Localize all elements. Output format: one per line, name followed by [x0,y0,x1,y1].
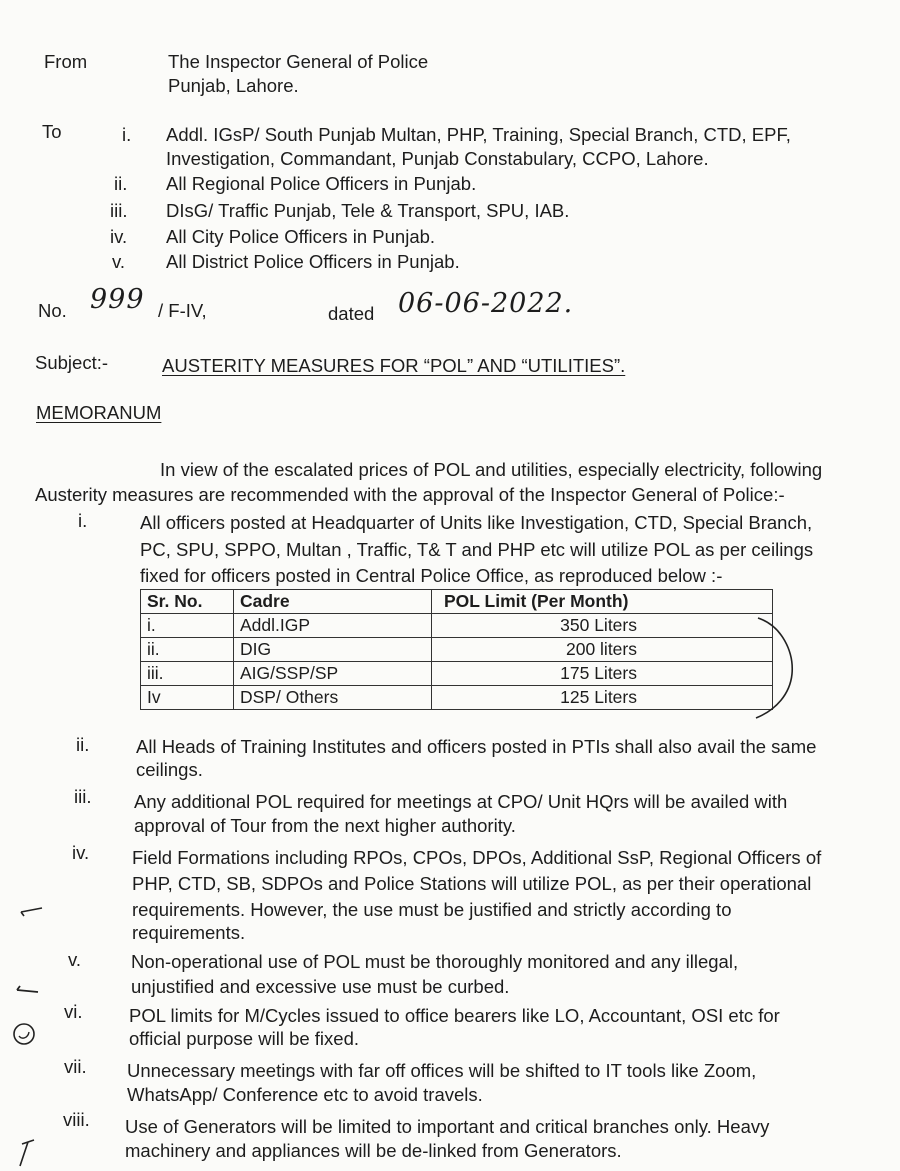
item-line: unjustified and excessive use must be curbed. [131,976,510,997]
item-line: official purpose will be fixed. [129,1028,360,1049]
column-header-pol-limit: POL Limit (Per Month) [432,590,773,614]
item-number: v. [68,949,82,970]
subject-label: Subject:- [35,352,109,373]
ref-number-handwritten: 999 [90,284,145,315]
table-row [141,662,773,686]
from-label: From [44,51,88,72]
margin-circle-mark [10,1020,40,1050]
cell-pol-limit: 200 liters [432,638,773,662]
intro-line-1: In view of the escalated prices of POL and utilities, especially electricity, following [160,459,823,480]
ref-no-label: No. [38,300,67,321]
cell-sr-no: Iv [141,686,234,710]
recipient-number: ii. [114,173,128,194]
recipient-line: All Regional Police Officers in Punjab. [166,173,477,194]
ref-suffix: / F-IV, [158,300,207,321]
dated-label: dated [328,303,375,324]
item-number: iv. [72,842,90,863]
cell-sr-no: ii. [141,638,234,662]
recipient-number: iii. [110,200,128,221]
item-line: requirements. [132,922,246,943]
item-line: approval of Tour from the next higher authority. [134,815,516,836]
recipient-number: iv. [110,226,128,247]
recipient-number: i. [122,124,132,145]
item-line: WhatsApp/ Conference etc to avoid travels. [127,1084,483,1105]
from-line-2: Punjab, Lahore. [168,75,299,96]
item-line: Any additional POL required for meetings at CPO/ Unit HQrs will be availed with [134,791,788,812]
item-line: Unnecessary meetings with far off offices will be shifted to IT tools like Zoom, [127,1060,757,1081]
item-number: viii. [63,1109,90,1130]
intro-line-2: Austerity measures are recommended with the approval of the Inspector General of Police:- [35,484,785,505]
item-number: ii. [76,734,90,755]
column-header-sr-no: Sr. No. [141,590,234,614]
table-row [141,614,773,638]
recipient-line: All District Police Officers in Punjab. [166,251,460,272]
item-line: All Heads of Training Institutes and officers posted in PTIs shall also avail the same [136,736,817,757]
item-line: Use of Generators will be limited to important and critical branches only. Heavy [125,1116,770,1137]
column-header-cadre: Cadre [234,590,432,614]
date-handwritten: 06-06-2022. [398,288,574,319]
handwritten-bracket-mark [752,612,802,722]
item-number: iii. [74,786,92,807]
margin-tick-mark [18,900,48,920]
item-line: Field Formations including RPOs, CPOs, DPOs, Additional SsP, Regional Officers of [132,847,822,868]
recipient-line: Investigation, Commandant, Punjab Constabulary, CCPO, Lahore. [166,148,709,169]
item-line: machinery and appliances will be de-linked from Generators. [125,1140,622,1161]
cell-sr-no: iii. [141,662,234,686]
subject-text: AUSTERITY MEASURES FOR “POL” AND “UTILITIES”. [162,355,626,376]
cell-pol-limit: 125 Liters [432,686,773,710]
item-line: PHP, CTD, SB, SDPOs and Police Stations will utilize POL, as per their operational [132,873,812,894]
item-line: requirements. However, the use must be justified and strictly according to [132,899,732,920]
to-label: To [42,121,62,142]
item-line: Non-operational use of POL must be thoroughly monitored and any illegal, [131,951,739,972]
cell-cadre: AIG/SSP/SP [234,662,432,686]
recipient-line: All City Police Officers in Punjab. [166,226,436,247]
recipient-line: DIsG/ Traffic Punjab, Tele & Transport, SPU, IAB. [166,200,570,221]
item-number: vii. [64,1056,87,1077]
item-line: POL limits for M/Cycles issued to office bearers like LO, Accountant, OSI etc for [129,1005,780,1026]
item-number: vi. [64,1001,83,1022]
item-number: i. [78,510,88,531]
cell-sr-no: i. [141,614,234,638]
item-line: All officers posted at Headquarter of Units like Investigation, CTD, Special Branch, [140,512,813,533]
item-line: ceilings. [136,759,203,780]
item-line: fixed for officers posted in Central Police Office, as reproduced below :- [140,565,723,586]
from-line-1: The Inspector General of Police [168,51,429,72]
recipient-line: Addl. IGsP/ South Punjab Multan, PHP, Training, Special Branch, CTD, EPF, [166,124,791,145]
cell-cadre: DIG [234,638,432,662]
cell-pol-limit: 175 Liters [432,662,773,686]
cell-cadre: Addl.IGP [234,614,432,638]
table-header-row [141,590,773,614]
cell-cadre: DSP/ Others [234,686,432,710]
table-row [141,638,773,662]
pol-limit-table [140,589,773,710]
margin-tick-mark [14,1136,44,1170]
cell-pol-limit: 350 Liters [432,614,773,638]
recipient-number: v. [112,251,126,272]
memo-heading: MEMORANUM [36,402,162,423]
margin-tick-mark [14,978,44,998]
table-row [141,686,773,710]
item-line: PC, SPU, SPPO, Multan , Traffic, T& T and PHP etc will utilize POL as per ceilings [140,539,814,560]
